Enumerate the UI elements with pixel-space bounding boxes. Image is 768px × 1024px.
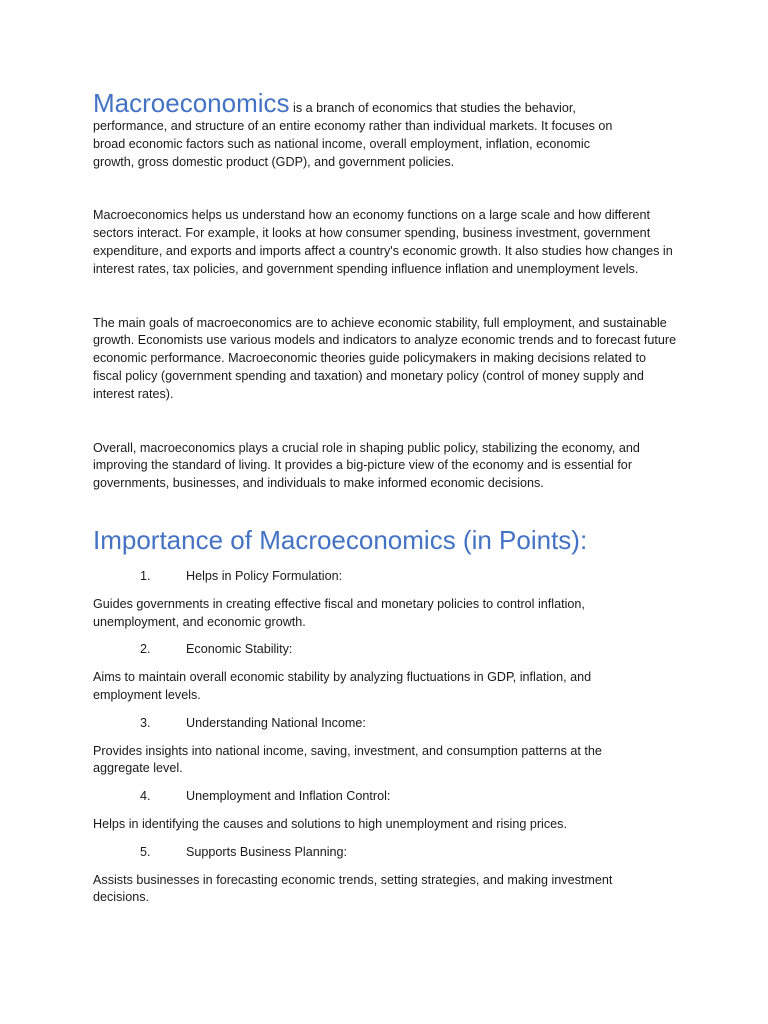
list-item-label: Supports Business Planning: — [186, 844, 348, 859]
list-item — [93, 641, 683, 704]
paragraph-1: Macroeconomics helps us understand how an economy functions on a large scale and how different sectors interact. For example, it looks at how consumer spending, business investment, government expenditure, and exports and imports affect a country's economic growth. It also studies how changes in interest rates, tax policies, and government spending influence inflation and unemployment levels. — [93, 208, 673, 276]
list-item — [93, 568, 683, 631]
list-item — [93, 715, 683, 778]
intro-text: is a branch of economics that studies the behavior, performance, and structure of an entire economy rather than individual markets. It focuses on broad economic factors such as national income, overall employment, inflation, economic growth, gross domestic product (GDP), and government policies. — [93, 101, 613, 169]
list-item-label: Helps in Policy Formulation: — [186, 568, 343, 583]
document-page — [93, 88, 683, 907]
list-item-description: Guides governments in creating effective fiscal and monetary policies to control inflation, unemployment, and economic growth. — [93, 596, 585, 629]
intro-paragraph — [93, 88, 613, 171]
list-item-description: Assists businesses in forecasting economic trends, setting strategies, and making investment decisions. — [93, 872, 613, 905]
list-item-description: Aims to maintain overall economic stability by analyzing fluctuations in GDP, inflation, and employment levels. — [93, 670, 592, 702]
list-item-number: 5. — [140, 844, 151, 859]
list-item-number: 3. — [140, 715, 151, 730]
list-item-label: Economic Stability: — [186, 642, 293, 657]
list-item-label: Understanding National Income: — [186, 715, 366, 730]
list-item — [93, 788, 683, 834]
list-item-description: Helps in identifying the causes and solutions to high unemployment and rising prices. — [93, 816, 567, 831]
list-item — [93, 844, 683, 907]
list-item-description: Provides insights into national income, saving, investment, and consumption patterns at the aggregate level. — [93, 743, 602, 776]
list-item-number: 4. — [140, 789, 151, 804]
paragraph-3: Overall, macroeconomics plays a crucial role in shaping public policy, stabilizing the economy, and improving the standard of living. It provides a big-picture view of the economy and is essential for governments, businesses, and individuals to make informed economic decisions. — [93, 440, 640, 491]
list-item-number: 2. — [140, 642, 151, 657]
paragraph-2: The main goals of macroeconomics are to achieve economic stability, full employment, and sustainable growth. Economists use various models and indicators to analyze economic trends and to forecast future economic performance. Macroeconomic theories guide policymakers in making decisions related to fiscal policy (government spending and taxation) and monetary policy (control of money supply and interest rates). — [93, 315, 677, 401]
points-list — [93, 568, 683, 907]
intro-title: Macroeconomics — [93, 88, 290, 118]
list-item-label: Unemployment and Inflation Control: — [186, 789, 391, 804]
list-item-number: 1. — [140, 568, 151, 583]
section-heading: Importance of Macroeconomics (in Points): — [93, 524, 588, 555]
